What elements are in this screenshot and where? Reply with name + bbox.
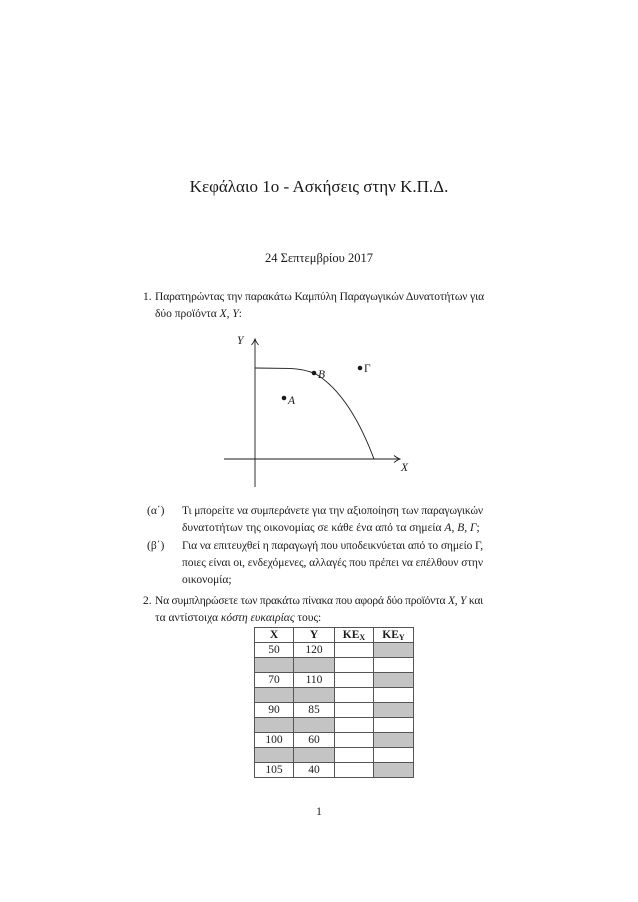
- cell-x: 70: [255, 673, 294, 688]
- header-ke-x-sub: X: [359, 633, 366, 642]
- exercise-2-line-1: [155, 594, 483, 608]
- table-row: [255, 763, 414, 778]
- subquestion-a-line-2-end: ;: [476, 522, 480, 534]
- exercise-1-line-2: [155, 307, 242, 321]
- exercise-1-products-math: X, Y: [219, 308, 239, 320]
- subquestion-b-label: (β΄): [147, 540, 165, 552]
- subquestion-a-label: (α΄): [147, 505, 165, 517]
- cell-ke-y-shaded: [374, 703, 414, 718]
- cell-x: 105: [255, 763, 294, 778]
- subquestion-b-line-1: Για να επιτευχθεί η παραγωγή που υποδεικνύεται από το σημείο Γ,: [182, 540, 483, 552]
- cell-ke-x-blank: [335, 748, 374, 763]
- exercise-2-line-1-end: και: [466, 595, 483, 607]
- cell-x-shaded: [255, 688, 294, 703]
- y-axis-label: Y: [237, 335, 244, 347]
- opportunity-cost-emphasis: κόστη ευκαιρίας: [220, 612, 295, 624]
- exercise-2-line-1-text: Να συμπληρώσετε των πρακάτω πίνακα που αφορά δύο προϊόντα: [155, 595, 448, 607]
- cell-ke-y-shaded: [374, 643, 414, 658]
- table-gap-row: [255, 658, 414, 673]
- point-b-label: B: [318, 369, 326, 381]
- table-row: [255, 673, 414, 688]
- cell-x-shaded: [255, 748, 294, 763]
- cell-y-shaded: [294, 688, 335, 703]
- cell-y: 60: [294, 733, 335, 748]
- point-b-dot: [312, 371, 317, 376]
- exercise-2-line-2-end: τους:: [294, 612, 322, 624]
- exercise-1-line-2-text: δύο προϊόντα: [155, 308, 220, 320]
- header-x: X: [255, 628, 294, 643]
- document-date: 24 Σεπτεμβρίου 2017: [265, 251, 373, 265]
- exercise-2-products-math: X, Y: [447, 595, 467, 607]
- header-ke-x: [335, 628, 374, 643]
- table-header-row: [255, 628, 414, 643]
- cell-x-shaded: [255, 718, 294, 733]
- exercise-1-number: 1.: [143, 291, 152, 303]
- table-row: [255, 733, 414, 748]
- cell-ke-x-blank: [335, 763, 374, 778]
- ppf-curve: [255, 368, 374, 459]
- subquestion-a-line-1: Τι μπορείτε να συμπεράνετε για την αξιοποίηση των παραγωγικών: [182, 505, 483, 517]
- point-g-dot: [358, 366, 363, 371]
- cell-ke-x-blank: [335, 673, 374, 688]
- cell-ke-y-shaded: [374, 733, 414, 748]
- cell-x-shaded: [255, 658, 294, 673]
- cell-ke-x-blank: [335, 703, 374, 718]
- subquestion-a-line-2-text: δυνατοτήτων της οικονομίας σε κάθε ένα από τα σημεία: [182, 522, 445, 534]
- cell-ke-x-blank: [335, 718, 374, 733]
- exercise-2-line-2: [155, 611, 321, 625]
- cell-ke-x-blank: [335, 643, 374, 658]
- table-gap-row: [255, 748, 414, 763]
- opportunity-cost-table: [254, 627, 414, 778]
- cell-x: 90: [255, 703, 294, 718]
- cell-y-shaded: [294, 748, 335, 763]
- cell-ke-y-shaded: [374, 763, 414, 778]
- cell-ke-y-blank: [374, 748, 414, 763]
- table-gap-row: [255, 718, 414, 733]
- page-title: Κεφάλαιο 1ο - Ασκήσεις στην Κ.Π.Δ.: [189, 177, 449, 196]
- exercise-2-line-2-text: τα αντίστοιχα: [155, 612, 221, 624]
- cell-ke-y-blank: [374, 658, 414, 673]
- cell-y: 85: [294, 703, 335, 718]
- cell-ke-x-blank: [335, 733, 374, 748]
- cell-x: 100: [255, 733, 294, 748]
- table-row: [255, 703, 414, 718]
- exercise-1-line-2-end: :: [238, 308, 242, 320]
- header-y: Y: [294, 628, 335, 643]
- ppf-figure: [215, 330, 415, 495]
- cell-ke-y-blank: [374, 718, 414, 733]
- table-gap-row: [255, 688, 414, 703]
- cell-y-shaded: [294, 718, 335, 733]
- exercise-2-number: 2.: [143, 595, 152, 607]
- point-g-label: Γ: [364, 363, 371, 375]
- point-a-label: A: [288, 395, 296, 407]
- cell-y: 120: [294, 643, 335, 658]
- cell-y: 40: [294, 763, 335, 778]
- subquestion-a-line-2: [182, 521, 480, 535]
- cell-ke-y-shaded: [374, 673, 414, 688]
- page-number: 1: [316, 806, 322, 818]
- table-row: [255, 643, 414, 658]
- header-ke-y: [374, 628, 414, 643]
- header-ke-x-main: KE: [342, 629, 360, 641]
- exercise-1-line-1: Παρατηρώντας την παρακάτω Καμπύλη Παραγωγικών Δυνατοτήτων για: [155, 291, 484, 303]
- header-ke-y-main: KE: [382, 629, 399, 641]
- cell-ke-x-blank: [335, 688, 374, 703]
- x-axis-label: X: [401, 462, 409, 474]
- point-a-dot: [282, 396, 287, 401]
- cell-ke-y-blank: [374, 688, 414, 703]
- cell-x: 50: [255, 643, 294, 658]
- subquestion-b-line-2: ποιες είναι οι, ενδεχόμενες, αλλαγές που πρέπει να επέλθουν στην: [182, 557, 483, 569]
- subquestion-a-points-math: A, B, Γ: [444, 522, 477, 534]
- cell-ke-x-blank: [335, 658, 374, 673]
- cell-y-shaded: [294, 658, 335, 673]
- subquestion-b-line-3: οικονομία;: [182, 574, 232, 586]
- cell-y: 110: [294, 673, 335, 688]
- header-ke-y-sub: Y: [398, 633, 405, 642]
